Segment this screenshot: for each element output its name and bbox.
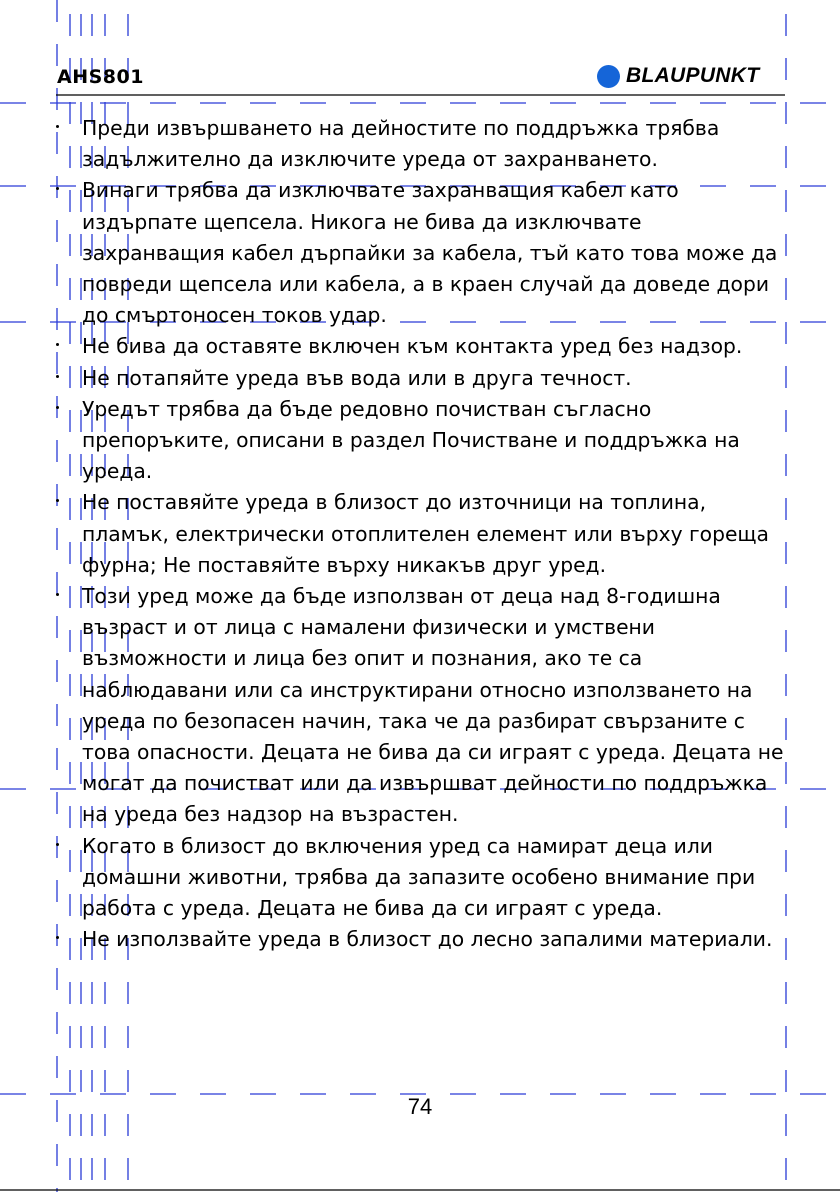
bullet-icon [56, 499, 59, 502]
brand-name: BLAUPUNKT [626, 64, 760, 87]
list-item [56, 175, 784, 331]
bullet-icon [56, 125, 59, 128]
page-number: 74 [407, 1094, 433, 1119]
list-item [56, 113, 784, 175]
bullet-icon [56, 593, 59, 596]
bullet-icon [56, 936, 59, 939]
list-item-text: Не поставяйте уреда в близост до източници на топлина, пламък, електрически отоплителен елемент или върху гореща фурна; Не поставяйте върху никакъв друг уред. [82, 490, 769, 577]
safety-instructions-list [56, 113, 784, 955]
model-number: AHS801 [57, 66, 144, 88]
list-item-text: Не потапяйте уреда във вода или в друга течност. [82, 365, 632, 390]
list-item [56, 331, 784, 362]
bullet-icon [56, 375, 59, 378]
list-item [56, 924, 784, 955]
list-item-text: Винаги трябва да изключвате захранващия кабел като издърпате щепсела. Никога не бива да изключвате захранващия кабел дърпайки за кабела, тъй като това може да повреди щепсела или кабела, а в краен случай да доведе дори до смъртоносен токов удар. [82, 178, 778, 328]
list-item [56, 363, 784, 394]
brand-logo [597, 64, 759, 88]
list-item [56, 487, 784, 581]
list-item-text: Преди извършването на дейностите по поддръжка трябва задължително да изключите уреда от захранването. [82, 116, 720, 172]
list-item-text: Когато в близост до включения уред са намират деца или домашни животни, трябва да запазите особено внимание при работа с уреда. Децата не бива да си играят с уреда. [82, 833, 756, 921]
list-item-text: Уредът трябва да бъде редовно почистван съгласно препоръките, описани в раздел Почистване и поддръжка на уреда. [82, 396, 740, 484]
brand-dot-icon [597, 65, 620, 88]
list-item [56, 831, 784, 925]
list-item-text: Не използвайте уреда в близост до лесно запалими материали. [82, 927, 773, 952]
list-item-text: Не бива да оставяте включен към контакта уред без надзор. [82, 334, 743, 359]
list-item [56, 581, 784, 831]
bullet-icon [56, 187, 59, 190]
bullet-icon [56, 843, 59, 846]
list-item-text: Този уред може да бъде използван от деца над 8-годишна възраст и от лица с намалени физически и умствени възможности и лица без опит и познания, ако те са наблюдавани или са инструктирани относно използването на уреда по безопасен начин, така че да разбират свързаните с това опасности. Децата не бива да си играят с уреда. Децата не могат да почистват или да извършват дейности по поддръжка на уреда без надзор на възрастен. [82, 584, 784, 827]
bullet-icon [56, 343, 59, 346]
bullet-icon [56, 406, 59, 409]
list-item [56, 394, 784, 488]
